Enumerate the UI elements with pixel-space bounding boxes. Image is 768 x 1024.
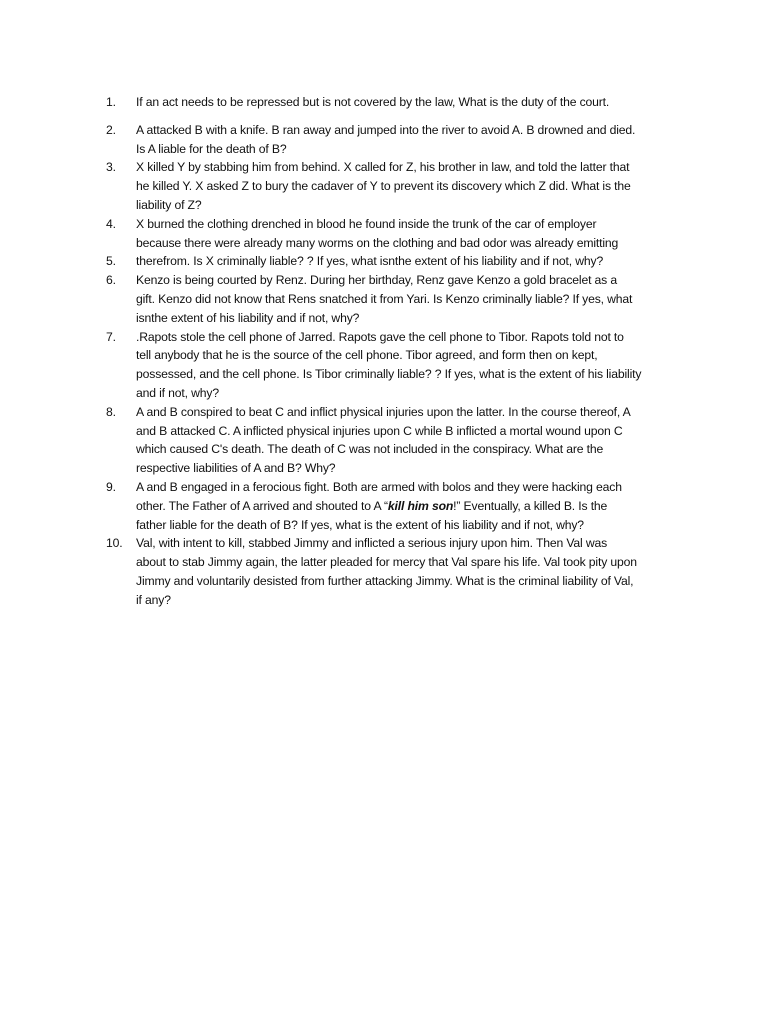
question-2 [106, 121, 692, 159]
question-line: Val, with intent to kill, stabbed Jimmy and inflicted a serious injury upon him. Then Val was [136, 536, 608, 551]
question-5 [106, 252, 692, 271]
question-text [136, 328, 692, 403]
question-line: therefrom. Is X criminally liable? ? If yes, what isnthe extent of his liability and if not, why? [136, 254, 604, 269]
question-7 [106, 328, 692, 403]
question-line: respective liabilities of A and B? Why? [136, 461, 336, 476]
question-text [136, 215, 692, 253]
question-line: father liable for the death of B? If yes, what is the extent of his liability and if not, why? [136, 517, 584, 532]
question-text [136, 403, 692, 478]
question-line: A and B engaged in a ferocious fight. Both are armed with bolos and they were hacking each [136, 479, 622, 494]
question-line: about to stab Jimmy again, the latter pleaded for mercy that Val spare his life. Val took pity upon [136, 555, 637, 570]
question-line: which caused C's death. The death of C was not included in the conspiracy. What are the [136, 442, 604, 457]
quote-trail-text: !” Eventually, a killed B. Is the [453, 498, 608, 513]
question-text [136, 121, 692, 159]
question-number: 4. [106, 216, 116, 231]
question-line: because there were already many worms on the clothing and bad odor was already emitting [136, 235, 619, 250]
question-number: 2. [106, 122, 116, 137]
question-line: X killed Y by stabbing him from behind. X called for Z, his brother in law, and told the latter that [136, 160, 630, 175]
question-3 [106, 158, 692, 214]
question-line: A attacked B with a knife. B ran away and jumped into the river to avoid A. B drowned and died. [136, 122, 636, 137]
question-line: possessed, and the cell phone. Is Tibor criminally liable? ? If yes, what is the extent of his liability [136, 367, 642, 382]
question-number: 7. [106, 329, 116, 344]
question-line: If an act needs to be repressed but is not covered by the law, What is the duty of the court. [136, 95, 610, 109]
question-line: Jimmy and voluntarily desisted from further attacking Jimmy. What is the criminal liability of Val, [136, 573, 634, 588]
question-9 [106, 478, 692, 534]
question-text [136, 93, 692, 112]
question-line-with-quote [136, 497, 692, 516]
question-line: A and B conspired to beat C and inflict physical injuries upon the latter. In the course thereof, A [136, 404, 631, 419]
question-line: Is A liable for the death of B? [136, 141, 287, 156]
question-line: tell anybody that he is the source of the cell phone. Tibor agreed, and form then on kept, [136, 348, 598, 363]
question-line: isnthe extent of his liability and if not, why? [136, 310, 360, 325]
question-line: .Rapots stole the cell phone of Jarred. Rapots gave the cell phone to Tibor. Rapots told not to [136, 329, 624, 344]
question-number: 5. [106, 254, 116, 269]
question-number: 6. [106, 273, 116, 288]
question-text [136, 158, 692, 214]
question-1 [106, 93, 692, 112]
emphasized-quote: kill him son [387, 498, 454, 513]
question-line: and B attacked C. A inflicted physical injuries upon C while B inflicted a mortal wound upon C [136, 423, 623, 438]
question-line: if any? [136, 592, 171, 607]
question-line: X burned the clothing drenched in blood he found inside the trunk of the car of employer [136, 216, 597, 231]
question-number: 8. [106, 404, 116, 419]
question-text [136, 271, 692, 327]
question-4 [106, 215, 692, 253]
question-text [136, 478, 692, 534]
question-line: liability of Z? [136, 197, 202, 212]
question-text [136, 534, 692, 609]
question-list [106, 93, 692, 610]
question-line: gift. Kenzo did not know that Rens snatched it from Yari. Is Kenzo criminally liable? If yes, what [136, 291, 633, 306]
question-line: he killed Y. X asked Z to bury the cadaver of Y to prevent its discovery which Z did. What is the [136, 179, 631, 194]
question-8 [106, 403, 692, 478]
question-number: 9. [106, 479, 116, 494]
question-10 [106, 534, 692, 609]
question-number: 1. [106, 95, 116, 109]
question-text [136, 252, 692, 271]
question-6 [106, 271, 692, 327]
question-line: and if not, why? [136, 385, 219, 400]
question-number: 10. [106, 536, 123, 551]
question-number: 3. [106, 160, 116, 175]
question-line: Kenzo is being courted by Renz. During her birthday, Renz gave Kenzo a gold bracelet as a [136, 273, 617, 288]
quote-lead-text: other. The Father of A arrived and shouted to A “ [136, 498, 388, 513]
